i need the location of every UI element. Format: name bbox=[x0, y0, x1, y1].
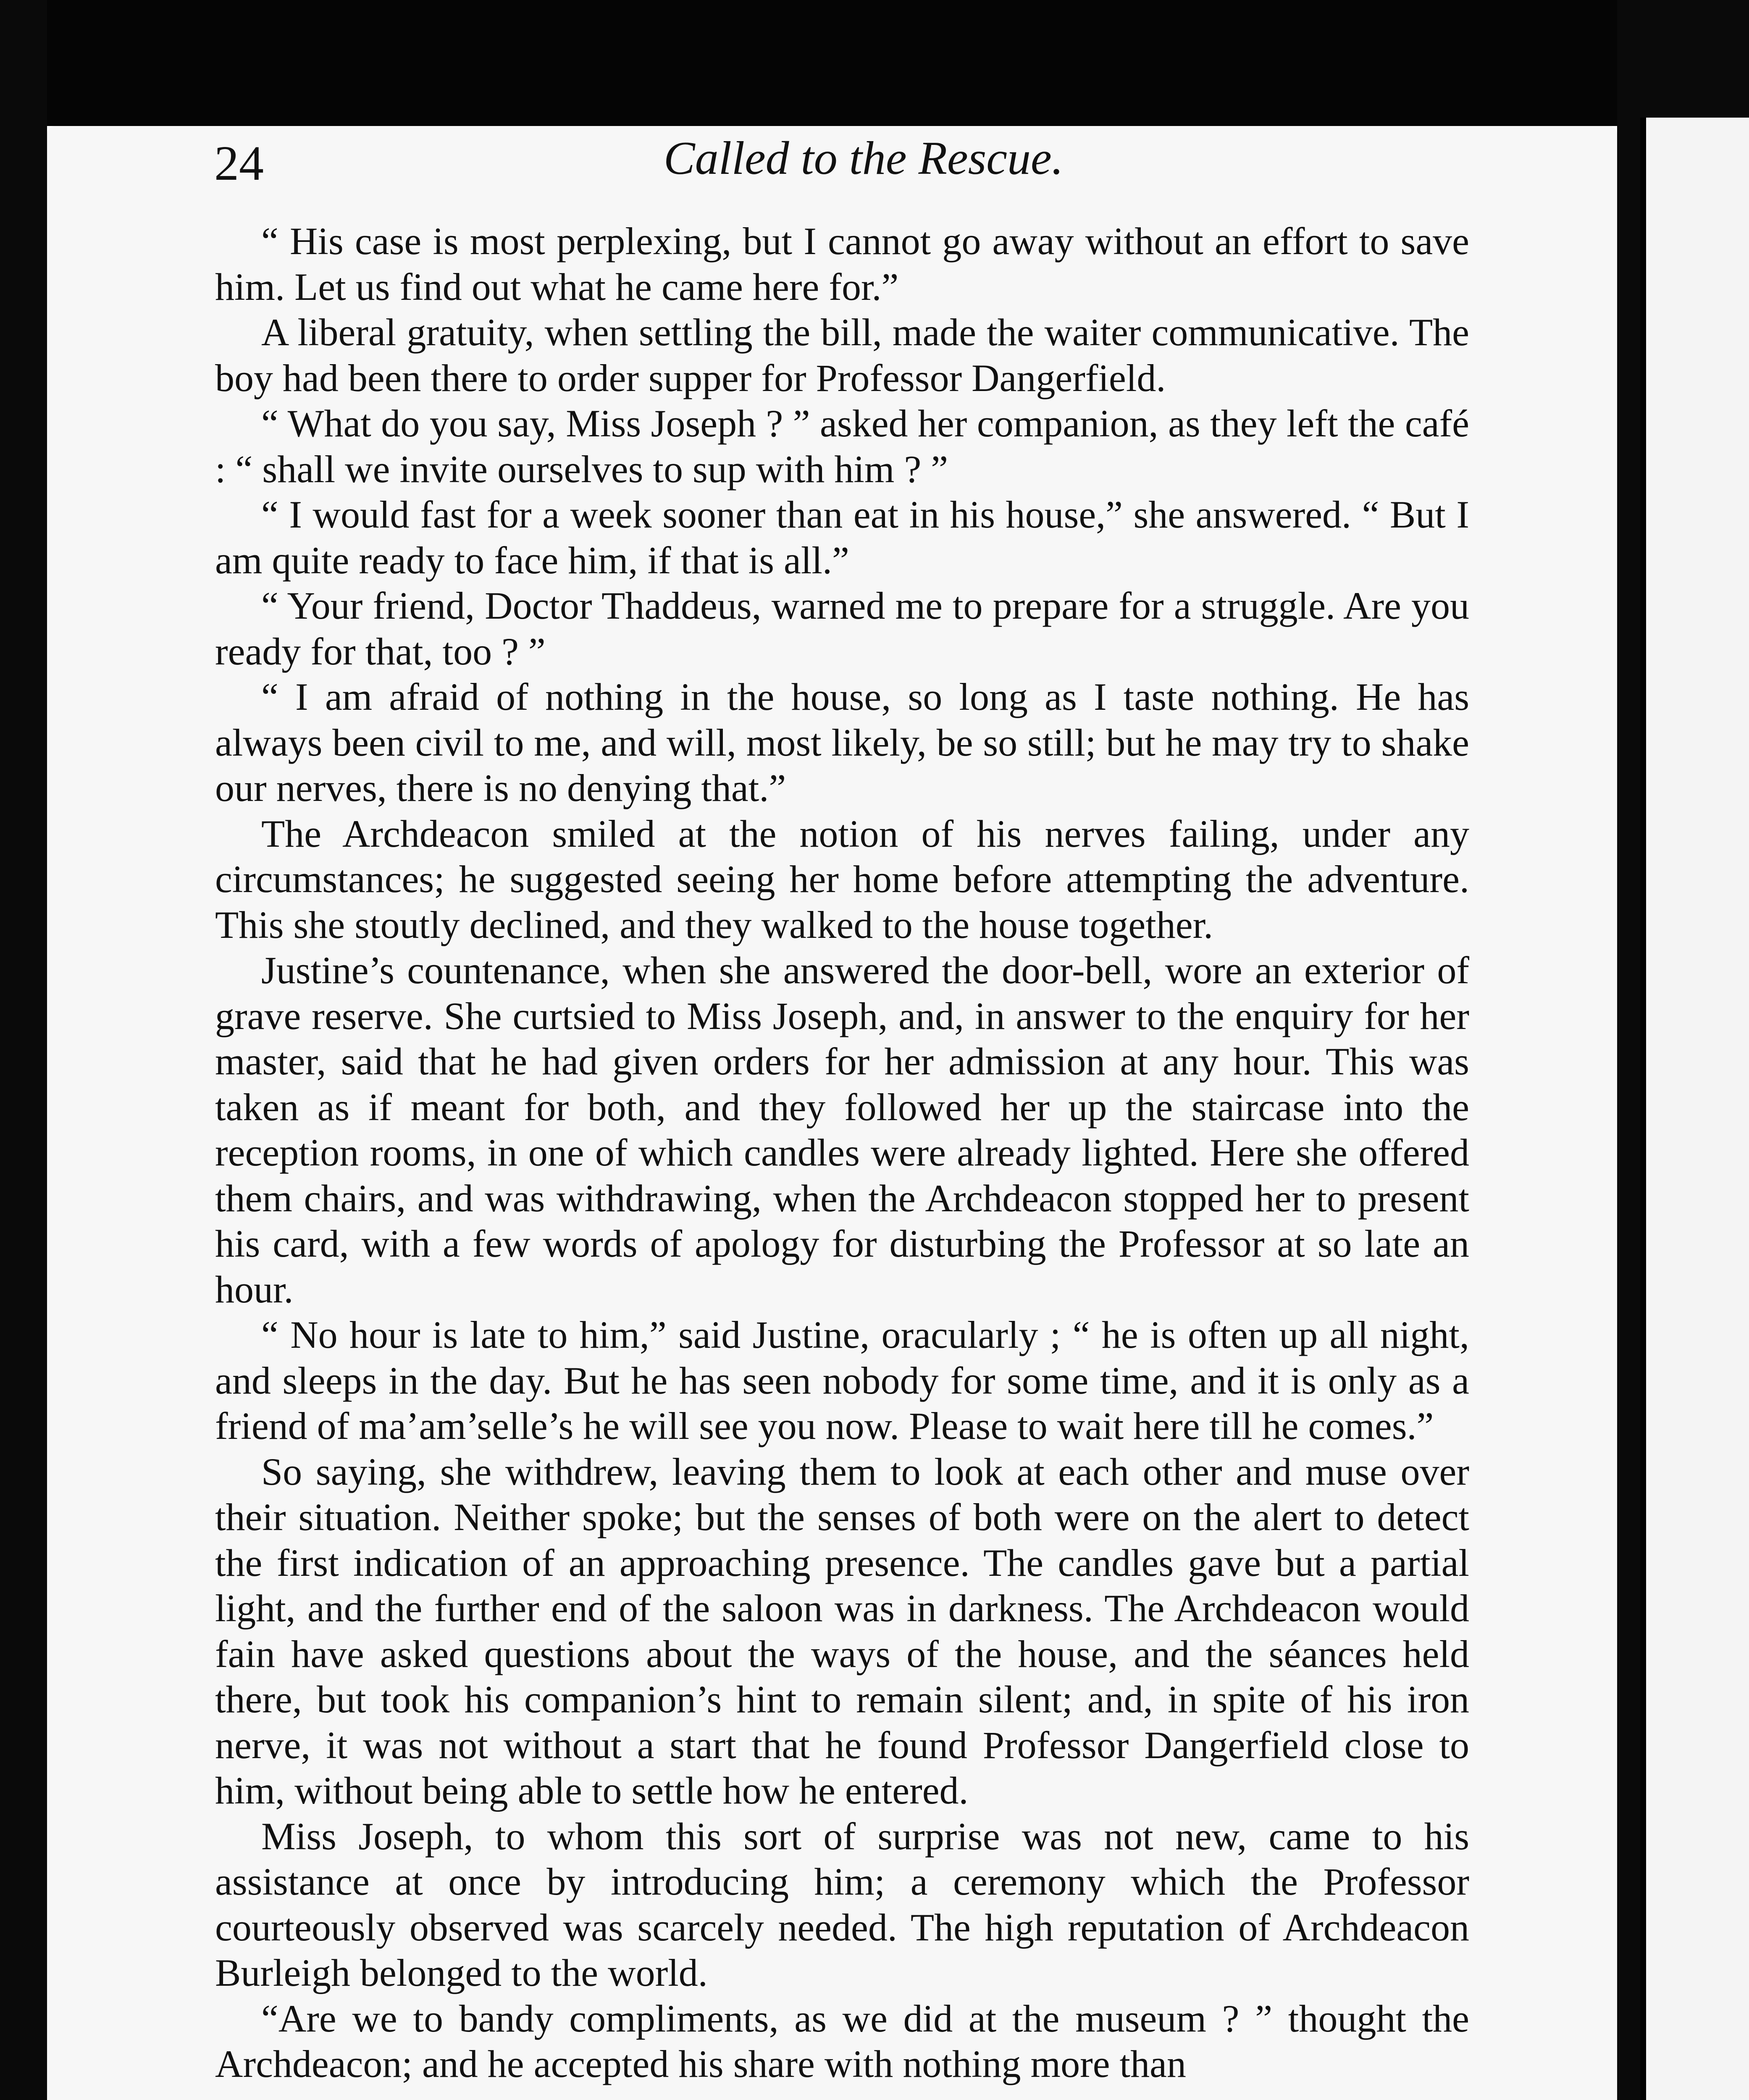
page-number: 24 bbox=[214, 136, 264, 191]
paragraph: Justine’s countenance, when she answered the door-bell, wore an exterior of grave reserve. She curtsied to Miss Joseph, and, in answer to the enquiry for her master, said that he had given orders for her admission at any hour. This was taken as if meant for both, and they followed her up the staircase into the reception rooms, in one of which candles were already lighted. Here she offered them chairs, and was withdrawing, when the Archdeacon stopped her to present his card, with a few words of apology for disturbing the Professor at so late an hour. bbox=[215, 949, 1469, 1311]
paragraph: Miss Joseph, to whom this sort of surprise was not new, came to his assistance at once by introducing him; a ceremony which the Professor courteously observed was scarcely needed. The high reputation of Archdeacon Burleigh belonged to the world. bbox=[215, 1814, 1469, 1994]
paragraph: “ His case is most perplexing, but I cannot go away without an effort to save him. Let us find out what he came here for.” bbox=[215, 220, 1469, 308]
paragraph: “ I am afraid of nothing in the house, so long as I taste nothing. He has always been civil to me, and will, most likely, be so still; but he may try to shake our nerves, there is no denying that.” bbox=[215, 675, 1469, 809]
paragraph: “ I would fast for a week sooner than eat in his house,” she answered. “ But I am quite ready to face him, if that is all.” bbox=[215, 493, 1469, 582]
facing-page-edge bbox=[1640, 118, 1749, 2100]
paragraph: “Are we to bandy compliments, as we did at the museum ? ” thought the Archdeacon; and he accepted his share with nothing more than bbox=[215, 1997, 1469, 2085]
paragraph: The Archdeacon smiled at the notion of his nerves failing, under any circumstances; he suggested seeing her home before attempting the adventure. This she stoutly declined, and they walked to the house together. bbox=[215, 812, 1469, 946]
scan-border-left bbox=[0, 0, 47, 2100]
paragraph: “ What do you say, Miss Joseph ? ” asked her companion, as they left the café : “ shall we invite ourselves to sup with him ? ” bbox=[215, 402, 1469, 491]
paragraph: “ Your friend, Doctor Thaddeus, warned me to prepare for a struggle. Are you ready for that, too ? ” bbox=[215, 584, 1469, 673]
paragraph: A liberal gratuity, when settling the bill, made the waiter communicative. The boy had been there to order supper for Professor Dangerfield. bbox=[215, 311, 1469, 399]
scan-border-top bbox=[0, 0, 1749, 126]
running-head: Called to the Rescue. bbox=[664, 132, 1064, 184]
paragraph: So saying, she withdrew, leaving them to look at each other and muse over their situation. Neither spoke; but the senses of both were on the alert to detect the first indication of an approaching presence. The candles gave but a partial light, and the further end of the saloon was in darkness. The Archdeacon would fain have asked questions about the ways of the house, and the séances held there, but took his companion’s hint to remain silent; and, in spite of his iron nerve, it was not without a start that he found Professor Dangerfield close to him, without being able to settle how he entered. bbox=[215, 1450, 1469, 1812]
body-text bbox=[215, 218, 1469, 2087]
paragraph: “ No hour is late to him,” said Justine, oracularly ; “ he is often up all night, and sleeps in the day. But he has seen nobody for some time, and it is only as a friend of ma’am’selle’s he will see you now. Please to wait here till he comes.” bbox=[215, 1313, 1469, 1447]
